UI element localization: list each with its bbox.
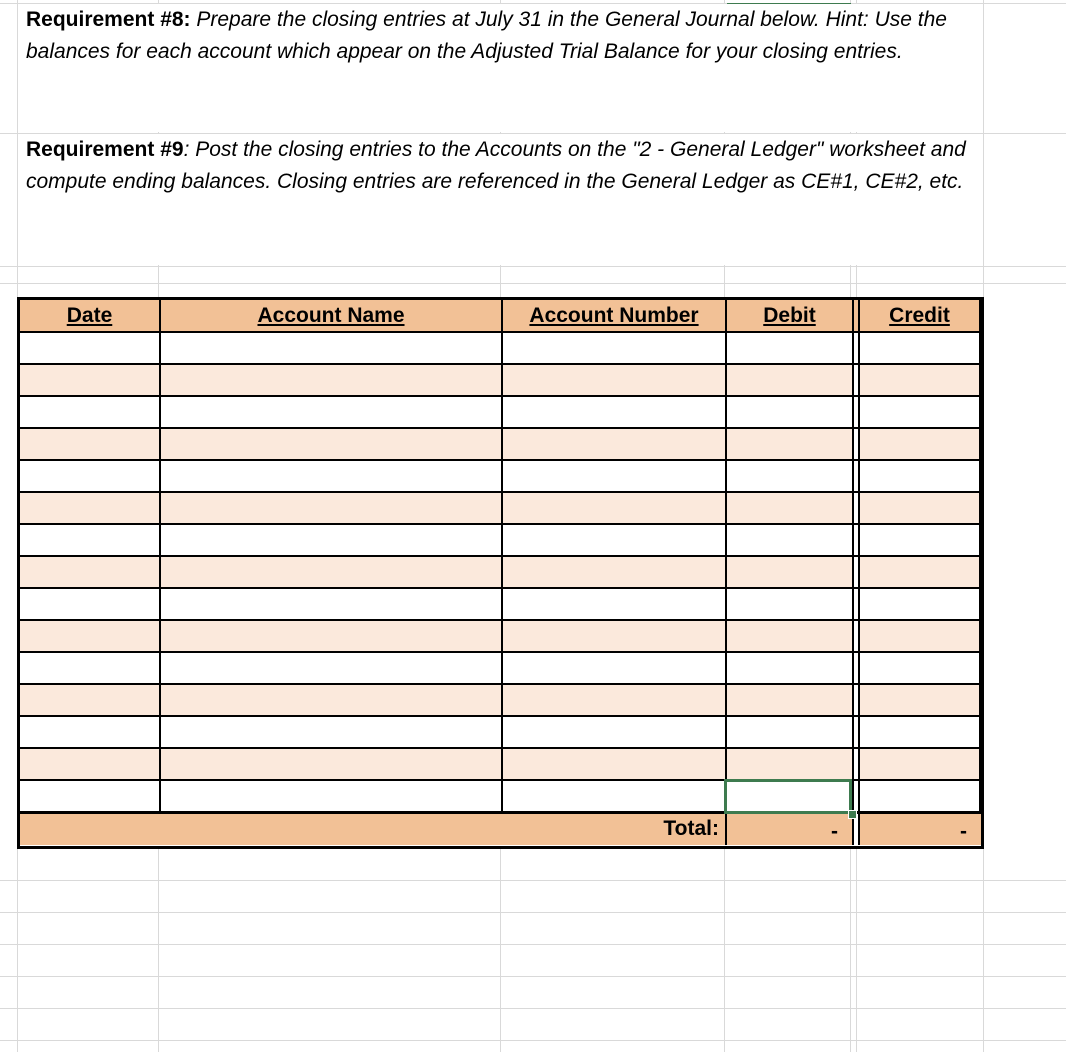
journal-cell-date[interactable]	[20, 749, 161, 781]
journal-cell-account-name[interactable]	[161, 333, 503, 365]
journal-cell-debit[interactable]	[727, 429, 854, 461]
total-label: Total:	[20, 813, 727, 845]
column-gap	[854, 333, 860, 365]
journal-cell-credit[interactable]	[860, 589, 981, 621]
journal-cell-credit[interactable]	[860, 333, 981, 365]
journal-cell-debit[interactable]	[727, 685, 854, 717]
journal-cell-account-number[interactable]	[503, 429, 727, 461]
journal-cell-date[interactable]	[20, 717, 161, 749]
total-credit[interactable]: -	[860, 813, 981, 845]
journal-cell-account-name[interactable]	[161, 589, 503, 621]
general-journal-table	[17, 297, 984, 849]
requirement-8-text: Prepare the closing entries at July 31 in the General Journal below. Hint: Use the balances for each account which appear on the Adjusted Trial Balance for your closing entries.	[26, 8, 947, 63]
journal-cell-account-name[interactable]	[161, 621, 503, 653]
journal-cell-credit[interactable]	[860, 653, 981, 685]
journal-cell-debit[interactable]	[727, 397, 854, 429]
header-account-name[interactable]: Account Name	[161, 300, 503, 333]
journal-cell-debit[interactable]	[727, 653, 854, 685]
requirement-8-label: Requirement #8:	[26, 8, 191, 31]
journal-cell-credit[interactable]	[860, 493, 981, 525]
journal-cell-credit[interactable]	[860, 429, 981, 461]
column-gap	[854, 781, 860, 813]
journal-cell-account-number[interactable]	[503, 653, 727, 685]
journal-cell-date[interactable]	[20, 429, 161, 461]
journal-cell-account-number[interactable]	[503, 717, 727, 749]
journal-cell-debit[interactable]	[727, 717, 854, 749]
journal-cell-credit[interactable]	[860, 749, 981, 781]
journal-cell-account-name[interactable]	[161, 653, 503, 685]
column-gap	[854, 653, 860, 685]
journal-cell-account-number[interactable]	[503, 333, 727, 365]
journal-cell-account-number[interactable]	[503, 493, 727, 525]
requirement-9-cell[interactable]	[20, 134, 983, 265]
column-gap	[854, 749, 860, 781]
journal-cell-debit[interactable]	[727, 365, 854, 397]
journal-cell-debit[interactable]	[727, 749, 854, 781]
requirement-9-text: : Post the closing entries to the Accounts on the "2 - General Ledger" worksheet and compute ending balances. Closing entries are referenced in the General Ledger as CE#1, CE#2, etc.	[26, 138, 966, 193]
fill-handle[interactable]	[848, 810, 857, 819]
column-gap	[854, 557, 860, 589]
column-gap	[854, 589, 860, 621]
journal-cell-date[interactable]	[20, 365, 161, 397]
journal-cell-account-name[interactable]	[161, 749, 503, 781]
journal-cell-account-name[interactable]	[161, 781, 503, 813]
journal-cell-account-name[interactable]	[161, 461, 503, 493]
journal-cell-date[interactable]	[20, 461, 161, 493]
journal-cell-date[interactable]	[20, 589, 161, 621]
journal-cell-date[interactable]	[20, 685, 161, 717]
journal-cell-credit[interactable]	[860, 461, 981, 493]
requirement-8-cell[interactable]	[20, 4, 983, 132]
journal-cell-credit[interactable]	[860, 685, 981, 717]
journal-cell-date[interactable]	[20, 525, 161, 557]
journal-cell-date[interactable]	[20, 781, 161, 813]
column-gap	[854, 717, 860, 749]
journal-cell-account-number[interactable]	[503, 365, 727, 397]
column-gap	[854, 429, 860, 461]
journal-cell-credit[interactable]	[860, 621, 981, 653]
journal-cell-account-name[interactable]	[161, 493, 503, 525]
header-credit[interactable]: Credit	[860, 300, 981, 333]
journal-cell-account-name[interactable]	[161, 365, 503, 397]
journal-cell-date[interactable]	[20, 653, 161, 685]
journal-cell-account-name[interactable]	[161, 685, 503, 717]
header-debit[interactable]: Debit	[727, 300, 854, 333]
journal-cell-account-name[interactable]	[161, 525, 503, 557]
total-debit[interactable]: -	[727, 813, 854, 845]
journal-cell-credit[interactable]	[860, 717, 981, 749]
journal-cell-debit[interactable]	[727, 461, 854, 493]
journal-cell-debit[interactable]	[727, 333, 854, 365]
journal-cell-date[interactable]	[20, 493, 161, 525]
journal-cell-debit[interactable]	[727, 589, 854, 621]
journal-cell-date[interactable]	[20, 621, 161, 653]
journal-cell-account-number[interactable]	[503, 621, 727, 653]
journal-cell-account-name[interactable]	[161, 717, 503, 749]
journal-cell-account-number[interactable]	[503, 685, 727, 717]
journal-cell-date[interactable]	[20, 557, 161, 589]
journal-cell-credit[interactable]	[860, 525, 981, 557]
column-gap	[854, 493, 860, 525]
journal-cell-account-number[interactable]	[503, 525, 727, 557]
journal-cell-account-number[interactable]	[503, 589, 727, 621]
journal-cell-account-name[interactable]	[161, 397, 503, 429]
journal-cell-credit[interactable]	[860, 557, 981, 589]
journal-cell-account-number[interactable]	[503, 397, 727, 429]
header-gap	[854, 300, 860, 333]
journal-cell-date[interactable]	[20, 397, 161, 429]
journal-cell-credit[interactable]	[860, 781, 981, 813]
journal-cell-account-number[interactable]	[503, 781, 727, 813]
journal-cell-debit[interactable]	[727, 557, 854, 589]
column-gap	[854, 397, 860, 429]
journal-cell-account-number[interactable]	[503, 749, 727, 781]
journal-cell-account-name[interactable]	[161, 429, 503, 461]
column-gap	[854, 365, 860, 397]
column-gap	[854, 685, 860, 717]
journal-cell-date[interactable]	[20, 333, 161, 365]
header-date[interactable]: Date	[20, 300, 161, 333]
journal-cell-account-number[interactable]	[503, 557, 727, 589]
column-gap	[854, 525, 860, 557]
column-gap	[854, 621, 860, 653]
header-account-number[interactable]: Account Number	[503, 300, 727, 333]
journal-cell-debit[interactable]	[727, 493, 854, 525]
journal-cell-credit[interactable]	[860, 397, 981, 429]
journal-cell-account-name[interactable]	[161, 557, 503, 589]
journal-cell-debit[interactable]	[727, 621, 854, 653]
requirement-9-label: Requirement #9	[26, 138, 184, 161]
column-gap	[854, 461, 860, 493]
journal-cell-debit[interactable]	[727, 525, 854, 557]
journal-cell-credit[interactable]	[860, 365, 981, 397]
journal-cell-account-number[interactable]	[503, 461, 727, 493]
selected-cell[interactable]	[724, 779, 852, 814]
